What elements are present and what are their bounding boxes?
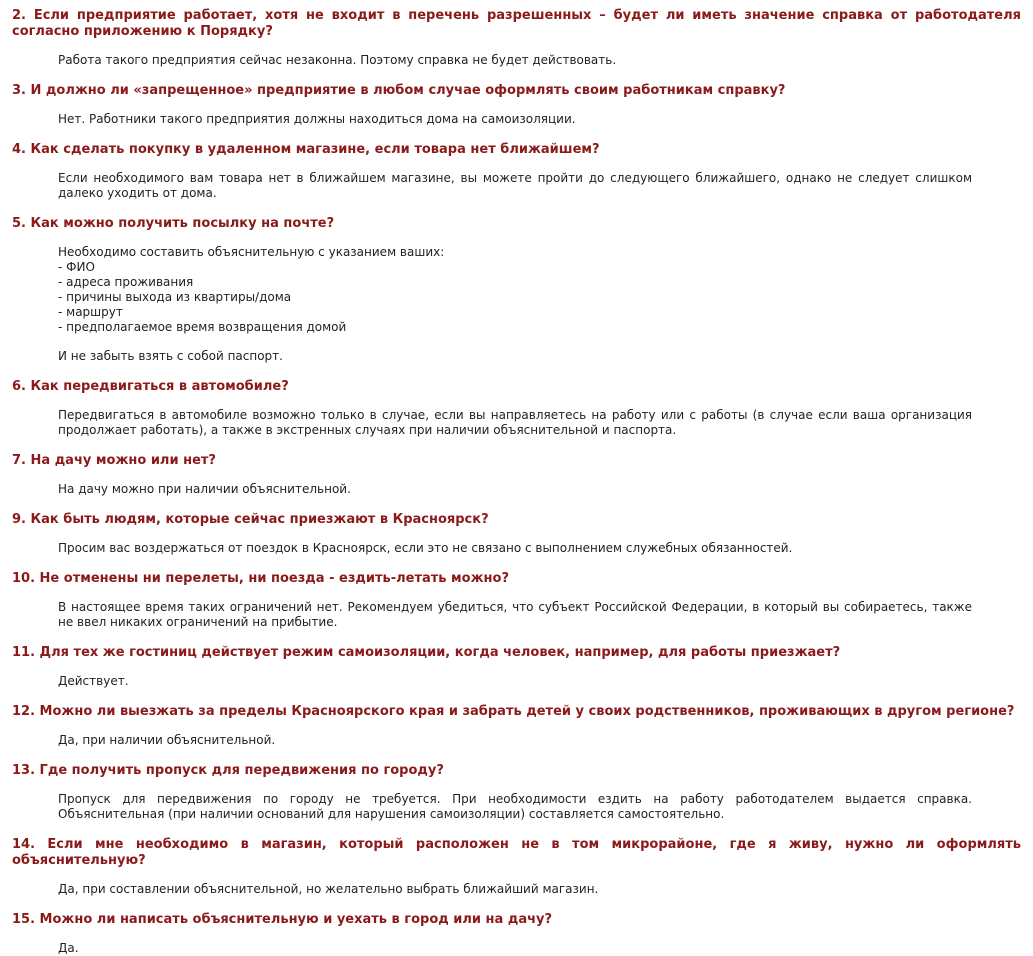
- faq-answer: Да, при составлении объяснительной, но желательно выбрать ближайший магазин.: [58, 882, 599, 896]
- list-item: - предполагаемое время возвращения домой: [58, 320, 347, 334]
- faq-answer: Работа такого предприятия сейчас незаконна. Поэтому справка не будет действовать.: [58, 53, 617, 67]
- faq-answer: Просим вас воздержаться от поездок в Красноярск, если это не связано с выполнением служебных обязанностей.: [58, 541, 793, 555]
- faq-question: 15. Можно ли написать объяснительную и уехать в город или на дачу?: [12, 912, 553, 927]
- faq-question: 6. Как передвигаться в автомобиле?: [12, 379, 289, 394]
- faq-question: 13. Где получить пропуск для передвижения по городу?: [12, 763, 444, 778]
- faq-question: 4. Как сделать покупку в удаленном магазине, если товара нет ближайшем?: [12, 142, 600, 157]
- faq-question: 10. Не отменены ни перелеты, ни поезда - ездить-летать можно?: [12, 571, 510, 586]
- faq-question: 7. На дачу можно или нет?: [12, 453, 216, 468]
- answer-outro: И не забыть взять с собой паспорт.: [58, 349, 283, 363]
- faq-question: 9. Как быть людям, которые сейчас приезжают в Красноярск?: [12, 512, 489, 527]
- faq-answer: Да.: [58, 941, 79, 955]
- faq-question: 3. И должно ли «запрещенное» предприятие в любом случае оформлять своим работникам справку?: [12, 83, 786, 98]
- faq-question: 12. Можно ли выезжать за пределы Красноярского края и забрать детей у своих родственников, проживающих в другом регионе?: [12, 704, 1015, 719]
- faq-answer: Если необходимого вам товара нет в ближайшем магазине, вы можете пройти до следующего ближайшего, однако не следует слишком далеко уходить от дома.: [58, 171, 972, 200]
- faq-answer: [12, 245, 1021, 364]
- faq-question: 11. Для тех же гостиниц действует режим самоизоляции, когда человек, например, для работы приезжает?: [12, 645, 841, 660]
- list-item: - ФИО: [58, 260, 95, 274]
- faq-answer: Нет. Работники такого предприятия должны находиться дома на самоизоляции.: [58, 112, 576, 126]
- faq-answer: В настоящее время таких ограничений нет. Рекомендуем убедиться, что субъект Российской Федерации, в который вы собираетесь, также не ввел никаких ограничений на прибытие.: [58, 600, 972, 629]
- faq-question: 5. Как можно получить посылку на почте?: [12, 216, 335, 231]
- list-item: - маршрут: [58, 305, 123, 319]
- faq-answer: Действует.: [58, 674, 129, 688]
- list-item: - адреса проживания: [58, 275, 194, 289]
- faq-answer: На дачу можно при наличии объяснительной.: [58, 482, 351, 496]
- faq-answer: Пропуск для передвижения по городу не требуется. При необходимости ездить на работу работодателем выдается справка. Объяснительная (при наличии оснований для нарушения самоизоляции) составляется самостоятельно.: [58, 792, 972, 821]
- faq-question: 14. Если мне необходимо в магазин, который расположен не в том микрорайоне, где я живу, нужно ли оформлять объяснительную?: [12, 837, 1021, 868]
- faq-question: 2. Если предприятие работает, хотя не входит в перечень разрешенных – будет ли иметь значение справка от работодателя согласно приложению к Порядку?: [12, 8, 1021, 39]
- answer-intro: Необходимо составить объяснительную с указанием ваших:: [58, 245, 445, 259]
- list-item: - причины выхода из квартиры/дома: [58, 290, 292, 304]
- paragraph-gap: [58, 335, 972, 349]
- faq-answer: Передвигаться в автомобиле возможно только в случае, если вы направляетесь на работу или с работы (в случае если ваша организация продолжает работать), а также в экстренных случаях при наличии объяснительной и паспорта.: [58, 408, 972, 437]
- faq-answer: Да, при наличии объяснительной.: [58, 733, 276, 747]
